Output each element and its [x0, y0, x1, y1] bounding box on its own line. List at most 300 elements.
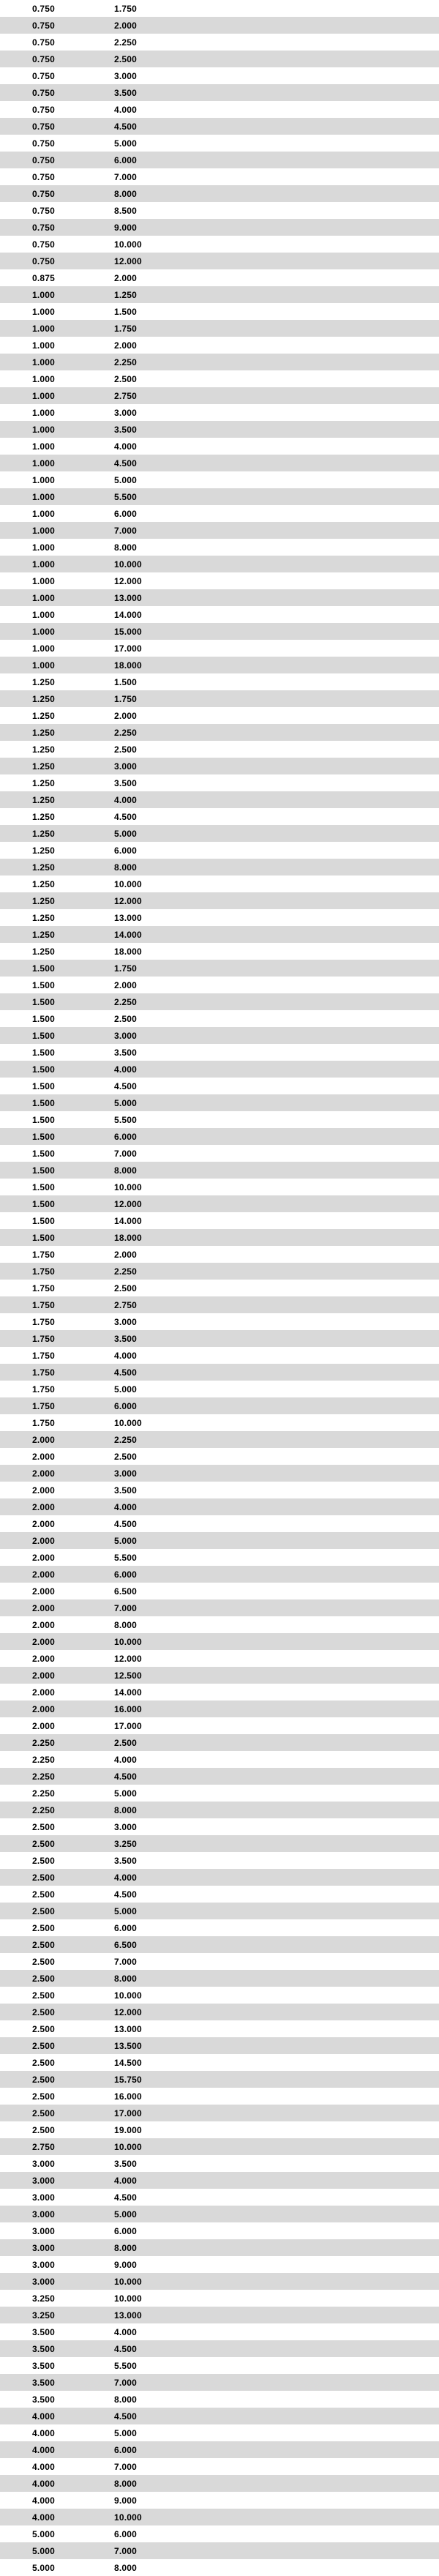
size-b-cell: 10.000	[114, 559, 142, 570]
size-b-cell: 14.000	[114, 929, 142, 940]
size-b-cell: 9.000	[114, 2495, 138, 2506]
size-a-cell: 2.000	[32, 1720, 56, 1731]
size-a-cell: 1.500	[32, 1131, 56, 1142]
size-a-cell: 3.000	[32, 2175, 56, 2186]
table-row	[0, 791, 439, 808]
size-b-cell: 12.000	[114, 255, 142, 266]
table-row	[0, 2121, 439, 2138]
table-row	[0, 168, 439, 185]
size-b-cell: 5.000	[114, 138, 138, 149]
table-row	[0, 1246, 439, 1263]
table-row	[0, 808, 439, 825]
size-a-cell: 1.500	[32, 1198, 56, 1209]
size-b-cell: 19.000	[114, 2124, 142, 2135]
size-a-cell: 1.000	[32, 592, 56, 603]
size-a-cell: 1.750	[32, 1299, 56, 1310]
table-row	[0, 1347, 439, 1364]
table-row	[0, 2441, 439, 2458]
table-row	[0, 1852, 439, 1869]
table-row	[0, 387, 439, 404]
size-b-cell: 8.000	[114, 1165, 138, 1176]
table-row	[0, 1583, 439, 1599]
size-a-cell: 0.750	[32, 87, 56, 98]
table-row	[0, 101, 439, 118]
table-row	[0, 1482, 439, 1498]
table-row	[0, 909, 439, 926]
size-b-cell: 15.750	[114, 2074, 142, 2085]
table-row	[0, 2374, 439, 2391]
table-row	[0, 1078, 439, 1094]
size-b-cell: 2.250	[114, 996, 138, 1007]
size-a-cell: 0.750	[32, 239, 56, 250]
size-a-cell: 1.500	[32, 1114, 56, 1125]
size-a-cell: 0.750	[32, 255, 56, 266]
size-b-cell: 3.500	[114, 1855, 138, 1866]
size-a-cell: 2.000	[32, 1451, 56, 1462]
table-row	[0, 135, 439, 152]
table-row	[0, 1835, 439, 1852]
size-a-cell: 3.000	[32, 2158, 56, 2169]
size-a-cell: 1.250	[32, 828, 56, 839]
size-b-cell: 14.500	[114, 2057, 142, 2068]
size-b-cell: 2.500	[114, 1013, 138, 1024]
size-b-cell: 7.000	[114, 2377, 138, 2388]
size-b-cell: 10.000	[114, 878, 142, 889]
size-b-cell: 6.000	[114, 2444, 138, 2455]
size-a-cell: 1.500	[32, 1215, 56, 1226]
size-a-cell: 2.000	[32, 1586, 56, 1597]
table-row	[0, 1397, 439, 1414]
table-row	[0, 1633, 439, 1650]
size-a-cell: 1.250	[32, 744, 56, 755]
size-a-cell: 2.000	[32, 1434, 56, 1445]
size-a-cell: 1.750	[32, 1333, 56, 1344]
size-b-cell: 5.500	[114, 1114, 138, 1125]
table-row	[0, 657, 439, 673]
table-row	[0, 1936, 439, 1953]
table-row	[0, 1212, 439, 1229]
size-b-cell: 15.000	[114, 626, 142, 637]
size-a-cell: 2.250	[32, 1788, 56, 1799]
size-b-cell: 2.500	[114, 1737, 138, 1748]
size-b-cell: 12.000	[114, 895, 142, 906]
table-row	[0, 1616, 439, 1633]
table-row	[0, 859, 439, 876]
size-a-cell: 2.000	[32, 1653, 56, 1664]
size-a-cell: 2.000	[32, 1670, 56, 1681]
size-b-cell: 4.000	[114, 2326, 138, 2337]
table-row	[0, 522, 439, 539]
size-a-cell: 1.500	[32, 1097, 56, 1108]
size-b-cell: 2.500	[114, 744, 138, 755]
size-a-cell: 0.750	[32, 205, 56, 216]
size-b-cell: 8.000	[114, 2562, 138, 2573]
size-b-cell: 3.500	[114, 1333, 138, 1344]
size-b-cell: 8.000	[114, 1973, 138, 1984]
size-a-cell: 4.000	[32, 2461, 56, 2472]
size-b-cell: 6.500	[114, 1939, 138, 1950]
size-b-cell: 2.500	[114, 1283, 138, 1293]
table-row	[0, 2424, 439, 2441]
size-a-cell: 2.500	[32, 2108, 56, 2118]
size-b-cell: 18.000	[114, 660, 142, 671]
table-row	[0, 1667, 439, 1684]
size-a-cell: 2.000	[32, 1468, 56, 1479]
table-row	[0, 1195, 439, 1212]
size-b-cell: 10.000	[114, 2141, 142, 2152]
table-row	[0, 943, 439, 960]
table-row	[0, 2273, 439, 2290]
size-b-cell: 2.250	[114, 1266, 138, 1277]
table-row	[0, 1768, 439, 1785]
table-row	[0, 774, 439, 791]
table-row	[0, 842, 439, 859]
size-a-cell: 1.500	[32, 1181, 56, 1192]
table-row	[0, 1734, 439, 1751]
size-a-cell: 1.250	[32, 777, 56, 788]
size-b-cell: 13.000	[114, 592, 142, 603]
size-b-cell: 6.000	[114, 2225, 138, 2236]
size-b-cell: 4.500	[114, 121, 138, 132]
size-a-cell: 1.250	[32, 727, 56, 738]
table-row	[0, 17, 439, 34]
size-a-cell: 2.500	[32, 2124, 56, 2135]
size-b-cell: 4.500	[114, 2192, 138, 2203]
table-row	[0, 337, 439, 354]
size-a-cell: 2.250	[32, 1737, 56, 1748]
table-row	[0, 2037, 439, 2054]
size-b-cell: 2.000	[114, 710, 138, 721]
table-row	[0, 2172, 439, 2189]
table-row	[0, 1549, 439, 1566]
table-row	[0, 707, 439, 724]
table-row	[0, 1700, 439, 1717]
table-row	[0, 876, 439, 892]
size-a-cell: 2.000	[32, 1518, 56, 1529]
size-b-cell: 4.500	[114, 1889, 138, 1900]
size-b-cell: 5.500	[114, 1552, 138, 1563]
table-row	[0, 2307, 439, 2323]
table-row	[0, 2340, 439, 2357]
size-a-cell: 2.500	[32, 1821, 56, 1832]
size-a-cell: 1.500	[32, 1064, 56, 1075]
size-a-cell: 1.500	[32, 1013, 56, 1024]
size-a-cell: 1.250	[32, 946, 56, 957]
size-a-cell: 1.500	[32, 996, 56, 1007]
table-row	[0, 2475, 439, 2492]
size-a-cell: 1.500	[32, 963, 56, 974]
table-row	[0, 1027, 439, 1044]
size-a-cell: 1.250	[32, 845, 56, 856]
size-a-cell: 1.750	[32, 1400, 56, 1411]
table-row	[0, 724, 439, 741]
size-a-cell: 3.500	[32, 2343, 56, 2354]
size-b-cell: 14.000	[114, 609, 142, 620]
size-a-cell: 2.500	[32, 2040, 56, 2051]
table-row	[0, 2054, 439, 2071]
table-row	[0, 2357, 439, 2374]
table-row	[0, 1061, 439, 1078]
size-a-cell: 1.000	[32, 508, 56, 519]
size-b-cell: 5.500	[114, 2360, 138, 2371]
size-b-cell: 12.000	[114, 1198, 142, 1209]
size-a-cell: 2.250	[32, 1754, 56, 1765]
size-b-cell: 6.000	[114, 2528, 138, 2539]
table-row	[0, 1802, 439, 1818]
table-row	[0, 0, 439, 17]
size-b-cell: 4.000	[114, 441, 138, 452]
size-b-cell: 7.000	[114, 525, 138, 536]
table-row	[0, 1785, 439, 1802]
size-b-cell: 8.000	[114, 862, 138, 873]
size-b-cell: 7.000	[114, 1148, 138, 1159]
size-a-cell: 1.250	[32, 895, 56, 906]
table-row	[0, 1364, 439, 1381]
size-a-cell: 2.000	[32, 1535, 56, 1546]
table-row	[0, 370, 439, 387]
size-b-cell: 2.750	[114, 1299, 138, 1310]
size-a-cell: 2.250	[32, 1771, 56, 1782]
table-row	[0, 892, 439, 909]
table-row	[0, 2222, 439, 2239]
size-b-cell: 4.000	[114, 1350, 138, 1361]
table-row	[0, 1111, 439, 1128]
table-row	[0, 236, 439, 253]
size-a-cell: 2.000	[32, 1485, 56, 1496]
table-row	[0, 471, 439, 488]
size-a-cell: 1.750	[32, 1266, 56, 1277]
size-a-cell: 2.500	[32, 1905, 56, 1916]
size-a-cell: 3.000	[32, 2242, 56, 2253]
size-a-cell: 3.000	[32, 2259, 56, 2270]
size-a-cell: 2.500	[32, 1838, 56, 1849]
size-b-cell: 6.000	[114, 1569, 138, 1580]
size-a-cell: 3.500	[32, 2360, 56, 2371]
size-b-cell: 3.500	[114, 1047, 138, 1058]
size-a-cell: 4.000	[32, 2411, 56, 2422]
table-row	[0, 1818, 439, 1835]
size-a-cell: 3.500	[32, 2394, 56, 2405]
size-b-cell: 5.000	[114, 1905, 138, 1916]
size-b-cell: 4.500	[114, 1518, 138, 1529]
size-b-cell: 6.000	[114, 1131, 138, 1142]
table-row	[0, 2408, 439, 2424]
table-row	[0, 1886, 439, 1903]
size-b-cell: 14.000	[114, 1687, 142, 1698]
table-row	[0, 1263, 439, 1280]
table-row	[0, 1330, 439, 1347]
size-a-cell: 2.000	[32, 1703, 56, 1714]
size-b-cell: 2.000	[114, 1249, 138, 1260]
table-row	[0, 67, 439, 84]
table-row	[0, 2071, 439, 2088]
size-b-cell: 13.000	[114, 2310, 142, 2321]
table-row	[0, 556, 439, 572]
size-a-cell: 2.500	[32, 1855, 56, 1866]
size-b-cell: 3.000	[114, 761, 138, 772]
size-b-cell: 12.000	[114, 1653, 142, 1664]
size-b-cell: 8.000	[114, 2478, 138, 2489]
table-row	[0, 1987, 439, 2004]
table-row	[0, 1465, 439, 1482]
size-a-cell: 1.000	[32, 340, 56, 351]
table-row	[0, 589, 439, 606]
size-a-cell: 4.000	[32, 2512, 56, 2523]
size-b-cell: 5.000	[114, 1097, 138, 1108]
size-a-cell: 1.250	[32, 912, 56, 923]
table-row	[0, 354, 439, 370]
table-row	[0, 152, 439, 168]
size-b-cell: 4.500	[114, 2411, 138, 2422]
table-row	[0, 2239, 439, 2256]
table-row	[0, 1145, 439, 1162]
table-row	[0, 2525, 439, 2542]
size-b-cell: 12.000	[114, 575, 142, 586]
size-b-cell: 12.500	[114, 1670, 142, 1681]
table-row	[0, 455, 439, 471]
size-a-cell: 4.000	[32, 2478, 56, 2489]
size-a-cell: 2.500	[32, 2091, 56, 2102]
size-a-cell: 1.000	[32, 424, 56, 435]
size-a-cell: 3.250	[32, 2310, 56, 2321]
size-a-cell: 1.250	[32, 811, 56, 822]
size-a-cell: 5.000	[32, 2545, 56, 2556]
size-a-cell: 1.500	[32, 1030, 56, 1041]
size-b-cell: 10.000	[114, 1181, 142, 1192]
size-b-cell: 12.000	[114, 2006, 142, 2017]
size-b-cell: 4.500	[114, 1367, 138, 1378]
table-row	[0, 926, 439, 943]
table-row	[0, 1515, 439, 1532]
size-b-cell: 3.000	[114, 70, 138, 81]
size-b-cell: 5.000	[114, 2209, 138, 2220]
size-a-cell: 1.750	[32, 1417, 56, 1428]
table-row	[0, 118, 439, 135]
size-a-cell: 1.000	[32, 491, 56, 502]
table-row	[0, 1532, 439, 1549]
table-row	[0, 1044, 439, 1061]
size-b-cell: 2.750	[114, 390, 138, 401]
size-a-cell: 0.875	[32, 272, 56, 283]
size-a-cell: 5.000	[32, 2562, 56, 2573]
table-row	[0, 1296, 439, 1313]
size-a-cell: 4.000	[32, 2427, 56, 2438]
size-a-cell: 2.500	[32, 1922, 56, 1933]
table-row	[0, 1650, 439, 1667]
table-row	[0, 960, 439, 977]
size-b-cell: 1.500	[114, 306, 138, 317]
size-a-cell: 1.500	[32, 1047, 56, 1058]
size-b-cell: 8.000	[114, 188, 138, 199]
size-b-cell: 10.000	[114, 2293, 142, 2304]
size-a-cell: 1.500	[32, 1232, 56, 1243]
size-b-cell: 16.000	[114, 1703, 142, 1714]
size-a-cell: 2.500	[32, 1872, 56, 1883]
size-b-cell: 8.000	[114, 1804, 138, 1815]
size-b-cell: 3.250	[114, 1838, 138, 1849]
size-a-cell: 4.000	[32, 2444, 56, 2455]
table-row	[0, 2509, 439, 2525]
table-row	[0, 993, 439, 1010]
size-a-cell: 3.000	[32, 2192, 56, 2203]
size-b-cell: 2.250	[114, 356, 138, 367]
size-b-cell: 7.000	[114, 2461, 138, 2472]
table-row	[0, 2189, 439, 2206]
size-a-cell: 1.000	[32, 643, 56, 654]
size-b-cell: 13.000	[114, 912, 142, 923]
size-b-cell: 10.000	[114, 1990, 142, 2001]
size-a-cell: 2.500	[32, 2057, 56, 2068]
size-b-cell: 1.750	[114, 3, 138, 14]
size-b-cell: 17.000	[114, 643, 142, 654]
size-b-cell: 4.000	[114, 1754, 138, 1765]
table-row	[0, 741, 439, 758]
size-a-cell: 1.000	[32, 609, 56, 620]
size-a-cell: 0.750	[32, 138, 56, 149]
size-a-cell: 0.750	[32, 3, 56, 14]
table-row	[0, 34, 439, 51]
table-row	[0, 1414, 439, 1431]
size-b-cell: 10.000	[114, 2276, 142, 2287]
size-b-cell: 2.500	[114, 53, 138, 64]
size-a-cell: 1.750	[32, 1350, 56, 1361]
size-b-cell: 18.000	[114, 946, 142, 957]
size-a-cell: 0.750	[32, 222, 56, 233]
size-a-cell: 1.000	[32, 660, 56, 671]
size-a-cell: 2.500	[32, 1889, 56, 1900]
size-b-cell: 17.000	[114, 2108, 142, 2118]
size-b-cell: 1.250	[114, 289, 138, 300]
table-row	[0, 1903, 439, 1919]
table-row	[0, 185, 439, 202]
size-b-cell: 3.000	[114, 1468, 138, 1479]
size-a-cell: 2.500	[32, 1973, 56, 1984]
table-row	[0, 202, 439, 219]
size-a-cell: 3.500	[32, 2326, 56, 2337]
size-b-cell: 4.000	[114, 1064, 138, 1075]
size-b-cell: 1.500	[114, 676, 138, 687]
size-a-cell: 1.250	[32, 929, 56, 940]
table-row	[0, 1128, 439, 1145]
table-row	[0, 84, 439, 101]
size-b-cell: 7.000	[114, 1602, 138, 1613]
size-b-cell: 9.000	[114, 222, 138, 233]
size-a-cell: 2.500	[32, 1956, 56, 1967]
table-row	[0, 2492, 439, 2509]
table-row	[0, 1869, 439, 1886]
table-row	[0, 1381, 439, 1397]
size-b-cell: 2.000	[114, 340, 138, 351]
table-row	[0, 2155, 439, 2172]
table-row	[0, 404, 439, 421]
size-a-cell: 2.000	[32, 1569, 56, 1580]
size-b-cell: 6.000	[114, 845, 138, 856]
size-a-cell: 3.500	[32, 2377, 56, 2388]
size-a-cell: 0.750	[32, 20, 56, 31]
size-b-cell: 2.000	[114, 272, 138, 283]
size-a-cell: 1.750	[32, 1367, 56, 1378]
size-b-cell: 3.500	[114, 2158, 138, 2169]
size-b-cell: 3.000	[114, 407, 138, 418]
size-a-cell: 2.000	[32, 1687, 56, 1698]
table-row	[0, 438, 439, 455]
table-row	[0, 2290, 439, 2307]
size-b-cell: 10.000	[114, 1636, 142, 1647]
table-row	[0, 1953, 439, 1970]
table-row	[0, 2391, 439, 2408]
table-row	[0, 421, 439, 438]
size-a-cell: 1.500	[32, 1080, 56, 1091]
